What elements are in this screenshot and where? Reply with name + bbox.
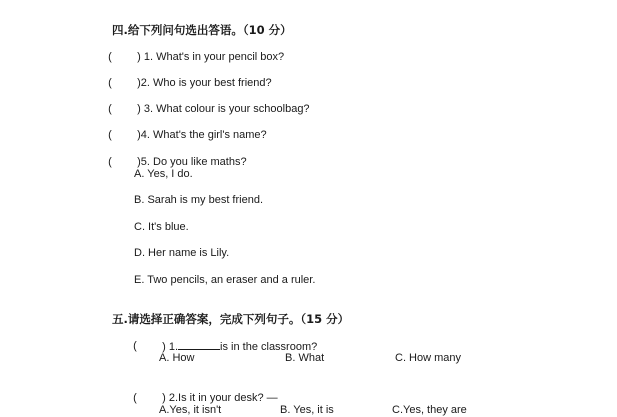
question-row xyxy=(127,377,137,405)
question-text: 4. What's the girl's name? xyxy=(140,129,267,141)
answer-option: D. Her name is Lily. xyxy=(134,247,230,259)
question-row xyxy=(131,36,284,64)
question-row xyxy=(102,141,112,169)
answer-paren-open: ( xyxy=(133,340,137,352)
answer-option: B. Sarah is my best friend. xyxy=(134,194,263,206)
answer-paren-close: ) xyxy=(162,392,166,404)
answer-paren-open: ( xyxy=(133,392,137,404)
section-4-title: 四.给下列问句选出答语。 xyxy=(112,23,243,37)
question-text: 2. Who is your best friend? xyxy=(140,77,272,89)
question-row xyxy=(102,88,112,116)
question-text: 5. Do you like maths? xyxy=(140,156,247,168)
section-4-heading xyxy=(104,9,292,37)
question-text: 2.Is it in your desk? — xyxy=(165,392,278,404)
question-row xyxy=(131,88,310,116)
answer-paren-open: ( xyxy=(108,103,112,115)
answer-paren-close: ) xyxy=(137,156,141,168)
answer-paren-close: ) xyxy=(137,51,141,63)
choice-option: A.Yes, it isn't xyxy=(159,404,222,416)
answer-option: E. Two pencils, an eraser and a ruler. xyxy=(134,274,316,286)
question-row xyxy=(131,141,247,169)
choice-option: A. How xyxy=(159,352,195,364)
question-row xyxy=(131,114,267,142)
question-row xyxy=(127,325,137,353)
answer-paren-close: ) xyxy=(137,129,141,141)
question-row xyxy=(102,114,112,142)
section-5-score: （15 分） xyxy=(300,312,350,326)
answer-option: C. It's blue. xyxy=(134,221,189,233)
choice-option: C.Yes, they are xyxy=(392,404,467,416)
answer-paren-close: ) xyxy=(137,77,141,89)
answer-paren-open: ( xyxy=(108,77,112,89)
question-text: 1. What's in your pencil box? xyxy=(140,51,285,63)
choice-option: B. Yes, it is xyxy=(280,404,334,416)
answer-paren-open: ( xyxy=(108,129,112,141)
answer-paren-open: ( xyxy=(108,51,112,63)
choice-option: C. How many xyxy=(395,352,462,364)
fill-in-blank xyxy=(178,339,220,350)
section-4-score: （10 分） xyxy=(242,23,292,37)
question-text: is in the classroom? xyxy=(220,341,318,353)
question-text: 3. What colour is your schoolbag? xyxy=(140,103,310,115)
question-row xyxy=(131,62,272,90)
question-row xyxy=(102,62,112,90)
choice-option: B. What xyxy=(285,352,325,364)
answer-paren-open: ( xyxy=(108,156,112,168)
question-row xyxy=(156,377,278,405)
question-number: 1. xyxy=(165,341,179,353)
answer-option: A. Yes, I do. xyxy=(134,168,193,180)
section-5-heading xyxy=(104,298,349,326)
question-row xyxy=(156,325,317,354)
answer-paren-close: ) xyxy=(162,341,166,353)
answer-paren-close: ) xyxy=(137,103,141,115)
question-row xyxy=(102,36,112,64)
section-5-title: 五.请选择正确答案，完成下列句子。 xyxy=(112,312,301,326)
